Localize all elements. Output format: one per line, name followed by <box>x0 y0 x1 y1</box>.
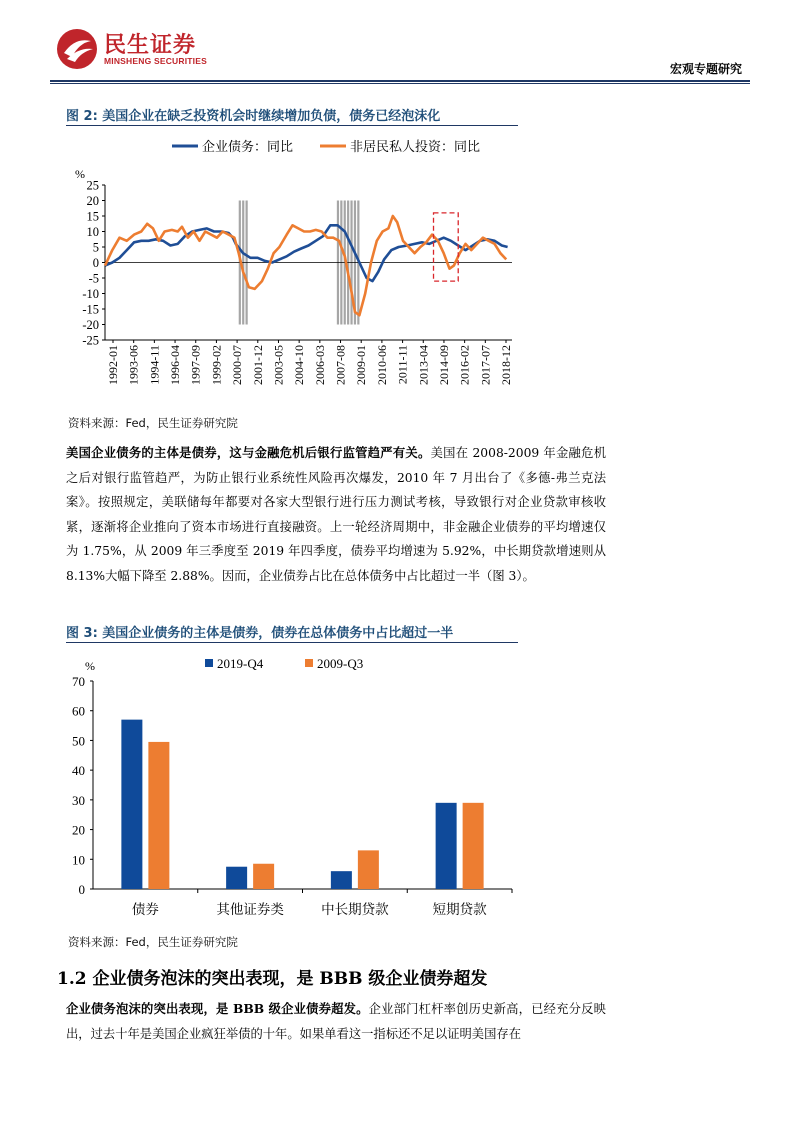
series-line-2 <box>105 216 506 315</box>
y-axis-unit: % <box>85 659 95 673</box>
legend-label-2: 2009-Q3 <box>317 656 364 671</box>
x-tick-label: 2009-01 <box>354 345 369 385</box>
x-category-label: 其他证券类 <box>216 902 284 917</box>
figure2-source: 资料来源：Fed，民生证券研究院 <box>68 416 238 430</box>
report-type: 宏观专题研究 <box>669 62 742 76</box>
bar-2009q3 <box>358 850 379 889</box>
figure3-source: 资料来源：Fed，民生证券研究院 <box>68 935 238 949</box>
y-tick-label: 10 <box>86 225 99 239</box>
bar-2009q3 <box>148 742 169 889</box>
x-tick-label: 2007-08 <box>333 345 348 385</box>
figure3-title: 图 3: 美国企业债务的主体是债券，债券在总体债务中占比超过一半 <box>66 626 454 641</box>
legend-swatch-1 <box>205 659 213 667</box>
brand-name-cn: 民生证券 <box>104 33 197 58</box>
x-tick-label: 1992-01 <box>106 345 120 385</box>
x-category-label: 短期贷款 <box>432 902 487 917</box>
x-tick-label: 2014-09 <box>436 345 451 385</box>
y-tick-label: 20 <box>72 822 85 838</box>
y-tick-label: 60 <box>72 703 85 719</box>
x-category-label: 中长期贷款 <box>321 902 389 917</box>
minsheng-logo-icon <box>55 27 99 71</box>
y-tick-label: 40 <box>72 763 85 779</box>
section-heading: 1.2 企业债务泡沫的突出表现，是 BBB 级企业债券超发 <box>57 969 488 989</box>
y-tick-label: -25 <box>82 333 99 348</box>
x-category-label: 债券 <box>131 902 159 917</box>
x-tick-label: 1999-02 <box>209 345 224 385</box>
x-tick-label: 2013-04 <box>416 345 431 385</box>
series-line-1 <box>105 225 508 281</box>
header-divider <box>50 80 750 82</box>
legend-swatch-2 <box>305 659 313 667</box>
x-tick-label: 2000-07 <box>230 345 245 385</box>
para1-lead: 美国企业债务的主体是债券，这与金融危机后银行监管趋严有关。 <box>66 445 431 460</box>
figure2-title-rule <box>66 125 518 126</box>
body-paragraph-2 <box>66 997 606 1046</box>
y-tick-label: -10 <box>82 287 99 301</box>
x-tick-label: 2018-12 <box>499 345 513 385</box>
para1-text: 美国在 2008-2009 年金融危机之后对银行监管趋严，为防止银行业系统性风险再次爆发，2010 年 7 月出台了《多德-弗兰克法案》。按照规定，美联储每年都要对各家大型银行进行压力测试考核，导致银行对企业贷款审核收紧，逐渐将企业推向了资本市场进行直接融资。上一轮经济周期中，非金融企业债券的平均增速仅为 1.75%，从 2009 年三季度至 2019 年四季度，债券平均增速为 5.92%，中长期贷款增速则从 8.13%大幅下降至 2.88%。因而，企业债券占比在总体债务中占比超过一半（图 3）。 <box>66 446 606 583</box>
x-tick-label: 2016-02 <box>457 345 472 385</box>
bar-2019q4 <box>331 871 352 889</box>
x-tick-label: 2017-07 <box>478 345 493 385</box>
para2-text: 企业部门杠杆率创历史新高，已经充分反映出，过去十年是美国企业疯狂举债的十年。如果单看这一指标还不足以证明美国存在 <box>66 1002 606 1041</box>
y-tick-label: 5 <box>92 240 99 255</box>
figure3-title-rule <box>66 642 518 643</box>
x-tick-label: 2003-05 <box>271 345 286 385</box>
x-tick-label: 1996-04 <box>168 345 183 385</box>
y-tick-label: -5 <box>88 271 99 286</box>
bar-2009q3 <box>253 864 274 889</box>
highlight-dashed-box <box>434 213 459 281</box>
figure2-title: 图 2: 美国企业在缺乏投资机会时继续增加负债，债务已经泡沫化 <box>66 109 441 124</box>
x-tick-label: 1997-09 <box>188 345 203 385</box>
legend-label-1: 企业债务：同比 <box>202 139 294 154</box>
y-tick-label: 30 <box>72 792 85 808</box>
bar-2009q3 <box>463 803 484 889</box>
figure3-bar-chart <box>60 648 520 926</box>
x-tick-label: 2006-03 <box>312 345 327 385</box>
x-tick-label: 1993-06 <box>126 345 141 385</box>
legend-label-1: 2019-Q4 <box>217 656 264 671</box>
x-tick-label: 2010-06 <box>374 345 389 385</box>
y-tick-label: 25 <box>86 178 99 193</box>
y-tick-label: 50 <box>72 733 85 749</box>
bar-2019q4 <box>121 720 142 889</box>
legend-label-2: 非居民私人投资：同比 <box>350 139 481 154</box>
para2-lead: 企业债务泡沫的突出表现，是 BBB 级企业债券超发。 <box>66 1001 369 1016</box>
x-tick-label: 1994-11 <box>147 345 162 385</box>
y-axis-unit: % <box>75 167 85 181</box>
y-tick-label: 0 <box>92 256 99 270</box>
y-tick-label: 20 <box>86 194 99 208</box>
x-tick-label: 2011-11 <box>395 345 410 385</box>
bar-2019q4 <box>436 803 457 889</box>
y-tick-label: 15 <box>86 209 99 224</box>
x-tick-label: 2004-10 <box>292 345 307 385</box>
brand-name-en: MINSHENG SECURITIES <box>104 56 207 66</box>
figure2-line-chart <box>60 130 520 405</box>
y-tick-label: 10 <box>72 852 85 868</box>
header-divider-thin <box>50 83 750 84</box>
bar-2019q4 <box>226 867 247 889</box>
y-tick-label: -15 <box>82 302 99 317</box>
y-tick-label: -20 <box>82 318 99 332</box>
body-paragraph-1 <box>66 441 606 588</box>
y-tick-label: 70 <box>72 674 85 689</box>
y-tick-label: 0 <box>78 882 85 897</box>
x-tick-label: 2001-12 <box>250 345 265 385</box>
